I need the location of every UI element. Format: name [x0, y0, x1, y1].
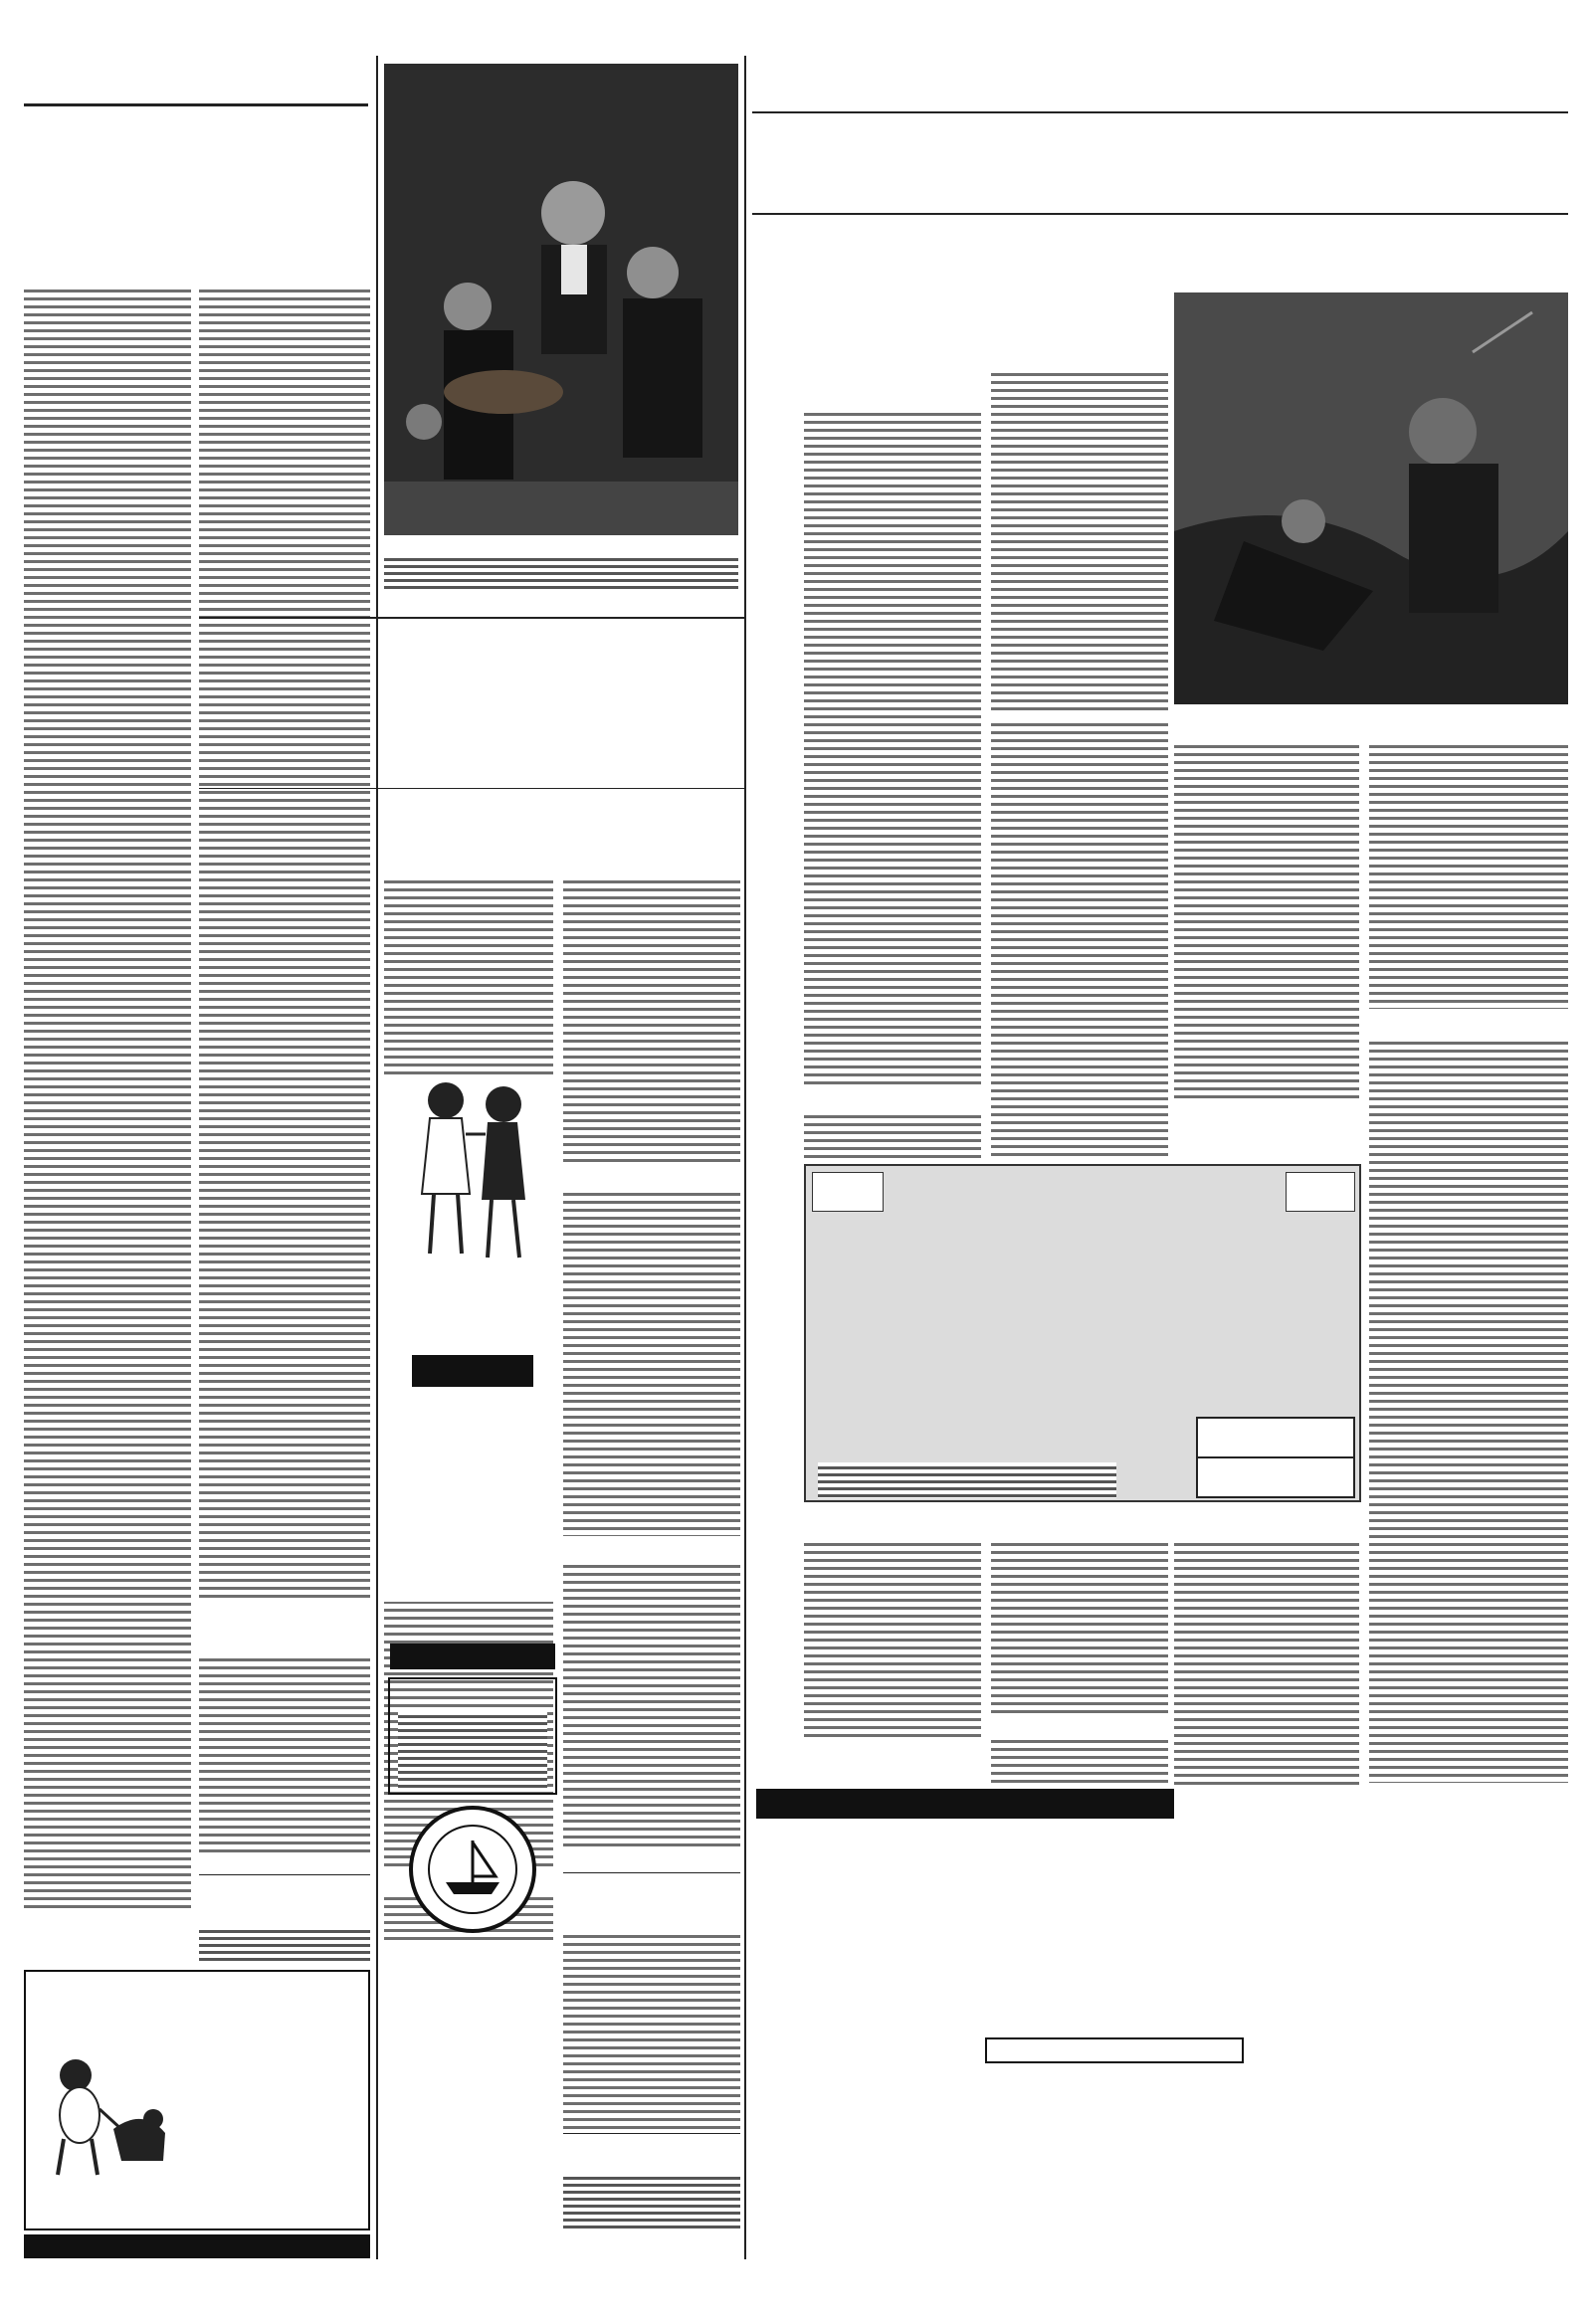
melpan-couple-illustration [394, 1074, 549, 1263]
nautical-line-3 [384, 1992, 561, 2010]
trocadero-line-4 [896, 2039, 975, 2063]
normandy-body-i [991, 1538, 1168, 1715]
melpan-slogan-5 [384, 1560, 561, 1578]
antonios-rca-banner [24, 2234, 370, 2258]
es-line-5 [818, 1393, 1176, 1425]
sahara-sec-voltaire [563, 1168, 740, 1184]
sahara-sub-2 [378, 814, 744, 832]
melpan-with [384, 1391, 561, 1407]
es-box-2 [1196, 1458, 1355, 1498]
es-line-6 [818, 1427, 1176, 1458]
commandos-photo-scene [1174, 292, 1568, 704]
normandy-body-g [1369, 1037, 1568, 1783]
normandy-headline [752, 115, 1568, 211]
normandy-sub-1 [804, 273, 1162, 294]
normandy-body-h [804, 1538, 981, 1737]
normandy-deck [804, 219, 1441, 269]
sahara-sec-eldorado [563, 1540, 740, 1556]
normandy-final [1369, 1787, 1568, 1805]
sahara-signature [563, 1852, 740, 1868]
sahara-kicker [199, 623, 744, 655]
melpan-filter [390, 1644, 555, 1669]
es-line-3 [810, 1287, 1357, 1339]
trocadero-line-14 [752, 2260, 1568, 2276]
evening-standard-frontpage [804, 1164, 1361, 1502]
col1-deck-line1 [24, 203, 368, 229]
nautical-seal-icon [406, 1803, 539, 1936]
melpan-ad [384, 1074, 561, 1602]
trocadero-line-11 [752, 2207, 1568, 2228]
es-box-1 [1196, 1417, 1355, 1458]
normandy-sub-2 [804, 302, 1162, 324]
normandy-kicker-rule [752, 111, 1568, 113]
trocadero-footer-2 [776, 2308, 1562, 2322]
nautical-line-2 [384, 1974, 561, 1992]
doctor-address [199, 1926, 370, 1962]
nautical-seal-text [384, 1938, 561, 1952]
ministry-rule [563, 1872, 740, 1873]
es-ear-right [1286, 1172, 1355, 1212]
trocadero-location [752, 1900, 1568, 1920]
saronic-photo-figures [384, 64, 738, 535]
melpan-benefit [390, 1478, 555, 1540]
trocadero-line-3 [752, 2012, 1568, 2035]
column-rule-2 [744, 56, 746, 2259]
saronic-photo [384, 64, 738, 535]
es-ear-left [812, 1172, 884, 1212]
evening-standard-caption [804, 1506, 1361, 1534]
sahara-body-c [563, 1188, 740, 1536]
masthead-rule [24, 103, 368, 106]
melpan-brand [384, 1445, 561, 1476]
trocadero-spacer [752, 1827, 1568, 1831]
melpan-boxed [412, 1355, 533, 1387]
trocadero-line-2 [752, 1980, 1568, 2006]
sahara-headline-1 [199, 658, 744, 721]
trocadero-line-10 [752, 2185, 1568, 2207]
es-gun [1122, 1460, 1188, 1498]
sahara-deck [378, 842, 744, 866]
melpan-slogan-3 [384, 1321, 561, 1351]
normandy-part [804, 382, 903, 404]
normandy-body-f [1369, 740, 1568, 1009]
col1-byline [24, 261, 368, 279]
coppertone-tagline [175, 2167, 370, 2187]
normandy-body-d [991, 718, 1168, 1156]
col1-headline [24, 128, 368, 199]
es-line-1 [810, 1226, 1357, 1256]
haemorrhoids-title [563, 2137, 740, 2155]
melpan-script [384, 1604, 561, 1640]
melpan-slogan-2 [384, 1293, 561, 1323]
sahara-sub-1 [378, 796, 744, 814]
voula-rca-banner [756, 1789, 1174, 1819]
normandy-sub-3 [804, 330, 1162, 352]
nautical-school-ad [384, 1803, 561, 2016]
coppertone-ad [24, 1970, 370, 2230]
coppertone-only [185, 2051, 364, 2067]
trocadero-phone [1214, 1918, 1473, 1946]
column-rule-1 [376, 56, 378, 2259]
trocadero-line-7 [752, 2115, 1568, 2137]
es-line-4 [810, 1337, 1357, 1389]
coppertone-origin [185, 2099, 364, 2113]
trocadero-line-12 [752, 2228, 1568, 2244]
saronic-byline [384, 592, 738, 608]
ministry-sub [563, 1910, 740, 1926]
gloriphon-ad [388, 1677, 557, 1795]
normandy-sec-wounded [804, 1090, 981, 1106]
ministry-title-2 [563, 1892, 740, 1908]
gloriphon-text [398, 1711, 547, 1789]
saronic-caption-text [384, 554, 738, 592]
saronic-caption [384, 537, 738, 553]
trocadero-line-15 [752, 2276, 1568, 2292]
melpan-slogan-4 [384, 1542, 561, 1560]
doctor-title [199, 1878, 370, 1894]
sahara-body-b [563, 875, 740, 1164]
normandy-body-e [1174, 740, 1359, 1098]
sahara-body-g [563, 1560, 740, 1850]
normandy-body-a [804, 408, 981, 1084]
gloriphon-script [390, 1683, 555, 1707]
normandy-headline-rule [752, 213, 1568, 215]
notice-title-1 [199, 1606, 370, 1620]
coppertone-girl-dog-illustration [34, 2049, 175, 2179]
trocadero-footer-1 [776, 2294, 1562, 2308]
sahara-rule-2 [199, 788, 744, 789]
coppertone-desc [185, 2115, 364, 2147]
notice-title-2 [199, 1620, 370, 1634]
ministry-body [563, 1930, 740, 2129]
notice-rule [199, 1874, 370, 1875]
trocadero-line-8 [752, 2139, 1568, 2161]
sahara-headline-2 [199, 719, 744, 783]
normandy-sec-utah [991, 1717, 1168, 1733]
es-masthead [890, 1168, 1278, 1222]
notice-title-3 [199, 1636, 370, 1649]
normandy-kicker [752, 84, 1568, 107]
normandy-body-b [991, 368, 1168, 714]
col1-body-text-a [24, 285, 191, 1910]
normandy-sec-roosevelt [1369, 1015, 1568, 1033]
trocadero-line-6 [752, 2091, 1568, 2113]
doctor-name [199, 1908, 370, 1924]
coppertone-slogan-2 [30, 2012, 366, 2045]
haemorrhoids-body [563, 2173, 740, 2232]
col1-body-text-b [199, 285, 370, 1602]
trocadero-line-1 [752, 1952, 1568, 1978]
notice-body [199, 1653, 370, 1852]
trocadero-line-4b [985, 2037, 1244, 2063]
haemorrhoids-sub [563, 2155, 740, 2169]
trocadero-line-13 [752, 2244, 1568, 2260]
melpan-slogan-1 [384, 1265, 561, 1295]
commandos-photo [1174, 292, 1568, 704]
es-line-2 [810, 1256, 1357, 1285]
masthead-title [24, 56, 368, 101]
trocadero-line-9 [752, 2163, 1568, 2185]
normandy-body-k [1174, 1538, 1359, 1785]
col1-deck-line2 [24, 229, 368, 255]
normandy-body-c [804, 1110, 981, 1160]
melpan-oil [384, 1407, 561, 1427]
normandy-body-j [991, 1735, 1168, 1785]
trocadero-line-5 [752, 2067, 1568, 2089]
trocadero-name [752, 1837, 1568, 1898]
trocadero-manager [896, 1922, 1194, 1946]
ministry-title-1 [563, 1876, 740, 1892]
nautical-line-1 [384, 1956, 561, 1974]
sahara-top-rule [199, 617, 744, 619]
coppertone-slogan-1 [30, 1978, 366, 2014]
notice-signature [199, 1856, 370, 1870]
coppertone-brand [175, 2067, 368, 2099]
doctor-role [199, 1894, 370, 1908]
commandos-caption [1174, 708, 1568, 736]
es-body [818, 1462, 1116, 1498]
haemorrhoids-rule [563, 2133, 740, 2134]
coppertone-footer [30, 2191, 368, 2228]
